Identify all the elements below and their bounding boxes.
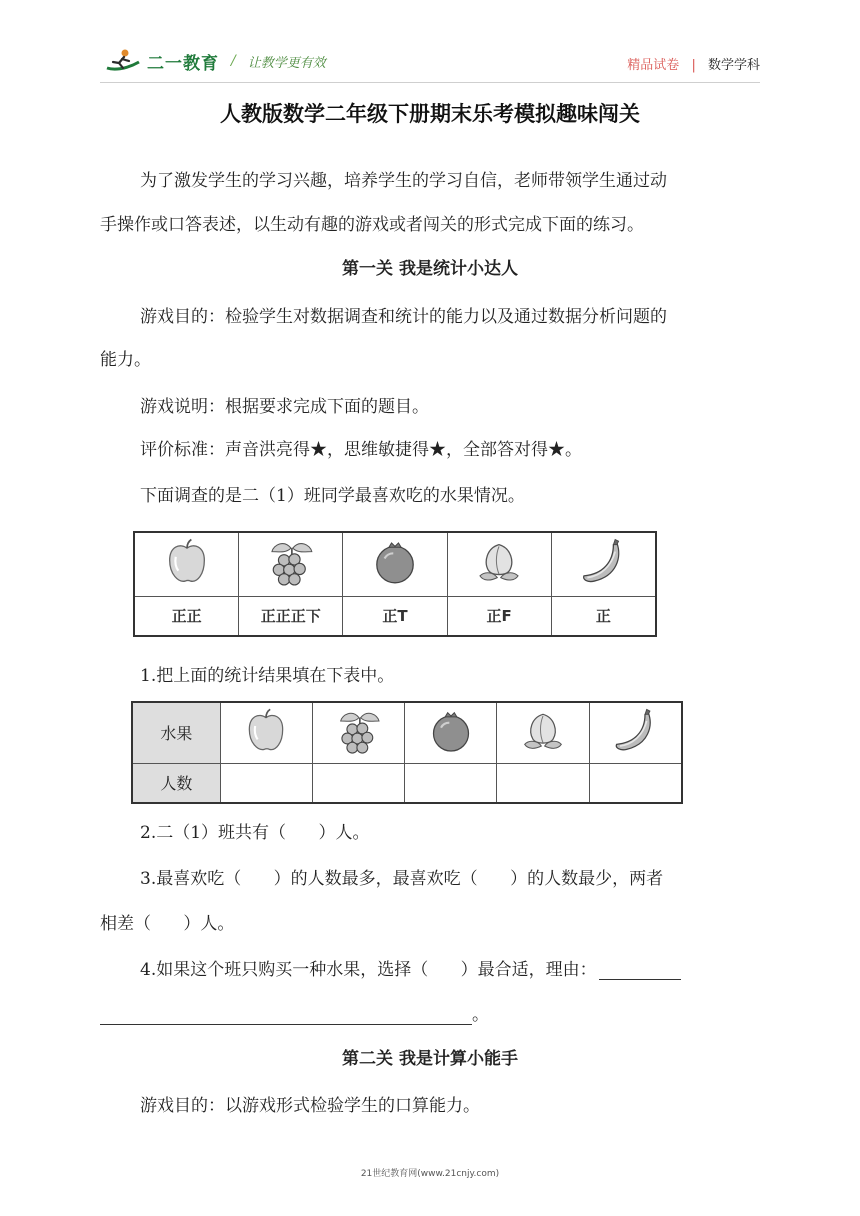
header-divider xyxy=(100,82,760,83)
answer-blank[interactable] xyxy=(599,961,681,980)
tally-banana: 正 xyxy=(551,596,656,636)
question-3-line-2: 相差（ ）人。 xyxy=(100,914,235,934)
question-4-end: 。 xyxy=(472,1005,489,1025)
tag-subject: 数学学科 xyxy=(707,58,760,73)
section2-heading: 第二关 我是计算小能手 xyxy=(342,1049,518,1069)
intro-line-1: 为了激发学生的学习兴趣，培养学生的学习自信，老师带领学生通过动 xyxy=(140,171,667,191)
pomegranate-icon xyxy=(426,706,476,756)
header-tags xyxy=(627,54,760,73)
brand-slogan: 让教学更有效 xyxy=(247,55,326,71)
apple-icon xyxy=(241,706,291,756)
fruit-cell xyxy=(239,532,343,596)
fruit-cell xyxy=(134,532,239,596)
tag-premium: 精品试卷 xyxy=(627,58,680,73)
fruit-cell xyxy=(551,532,656,596)
intro-line-2: 手操作或口答表述，以生动有趣的游戏或者闯关的形式完成下面的练习。 xyxy=(100,215,644,235)
question-1: 1.把上面的统计结果填在下表中。 xyxy=(140,666,395,686)
brand-name: 二一教育 xyxy=(147,53,219,74)
header-separator: / xyxy=(231,53,236,69)
tally-peach: 正F xyxy=(447,596,551,636)
question-4-line-1 xyxy=(140,960,681,980)
fruit-cell xyxy=(343,532,447,596)
section1-instruction: 游戏说明：根据要求完成下面的题目。 xyxy=(140,397,429,417)
section1-goal-line-1: 游戏目的：检验学生对数据调查和统计的能力以及通过数据分析问题的 xyxy=(140,307,667,327)
fill-table xyxy=(131,701,683,804)
fruit-cell xyxy=(405,702,497,763)
tally-grapes: 正正正下 xyxy=(239,596,343,636)
row-head-count: 人数 xyxy=(132,763,220,803)
peach-icon xyxy=(473,536,525,588)
apple-icon xyxy=(161,536,213,588)
fruit-cell xyxy=(497,702,589,763)
tally-table xyxy=(133,531,657,637)
section1-heading: 第一关 我是统计小达人 xyxy=(342,259,518,279)
fill-fruit-row xyxy=(132,702,682,763)
row-head-fruit: 水果 xyxy=(132,702,220,763)
fruit-cell xyxy=(220,702,312,763)
pomegranate-icon xyxy=(369,536,421,588)
question-3-line-1: 3.最喜欢吃（ ）的人数最多，最喜欢吃（ ）的人数最少，两者 xyxy=(140,869,664,889)
section1-goal-line-2: 能力。 xyxy=(100,350,151,370)
count-cell[interactable] xyxy=(312,763,404,803)
tally-row xyxy=(134,596,656,636)
fill-count-row xyxy=(132,763,682,803)
count-cell[interactable] xyxy=(589,763,682,803)
page-footer: 21世纪教育网(www.21cnjy.com) xyxy=(360,1169,500,1179)
page-title: 人教版数学二年级下册期末乐考模拟趣味闯关 xyxy=(220,102,640,126)
fruit-cell xyxy=(447,532,551,596)
question-4-line-2 xyxy=(100,1005,489,1025)
tally-apple: 正正 xyxy=(134,596,239,636)
count-cell[interactable] xyxy=(220,763,312,803)
survey-description: 下面调查的是二（1）班同学最喜欢吃的水果情况。 xyxy=(140,486,525,506)
tag-separator: | xyxy=(691,58,696,73)
question-2: 2.二（1）班共有（ ）人。 xyxy=(140,823,370,843)
section2-goal: 游戏目的：以游戏形式检验学生的口算能力。 xyxy=(140,1096,480,1116)
question-4-text: 4.如果这个班只购买一种水果，选择（ ）最合适，理由： xyxy=(140,960,597,980)
banana-icon xyxy=(610,706,660,756)
fruit-cell xyxy=(312,702,404,763)
peach-icon xyxy=(518,706,568,756)
count-cell[interactable] xyxy=(405,763,497,803)
fruit-icon-row xyxy=(134,532,656,596)
count-cell[interactable] xyxy=(497,763,589,803)
tally-pomegranate: 正T xyxy=(343,596,447,636)
grapes-icon xyxy=(334,706,384,756)
grapes-icon xyxy=(265,536,317,588)
banana-icon xyxy=(577,536,629,588)
runner-logo-icon xyxy=(105,48,141,74)
brand-logo xyxy=(105,48,326,74)
answer-blank[interactable] xyxy=(100,1006,472,1025)
section1-criteria: 评价标准：声音洪亮得★，思维敏捷得★，全部答对得★。 xyxy=(140,440,582,460)
fruit-cell xyxy=(589,702,682,763)
